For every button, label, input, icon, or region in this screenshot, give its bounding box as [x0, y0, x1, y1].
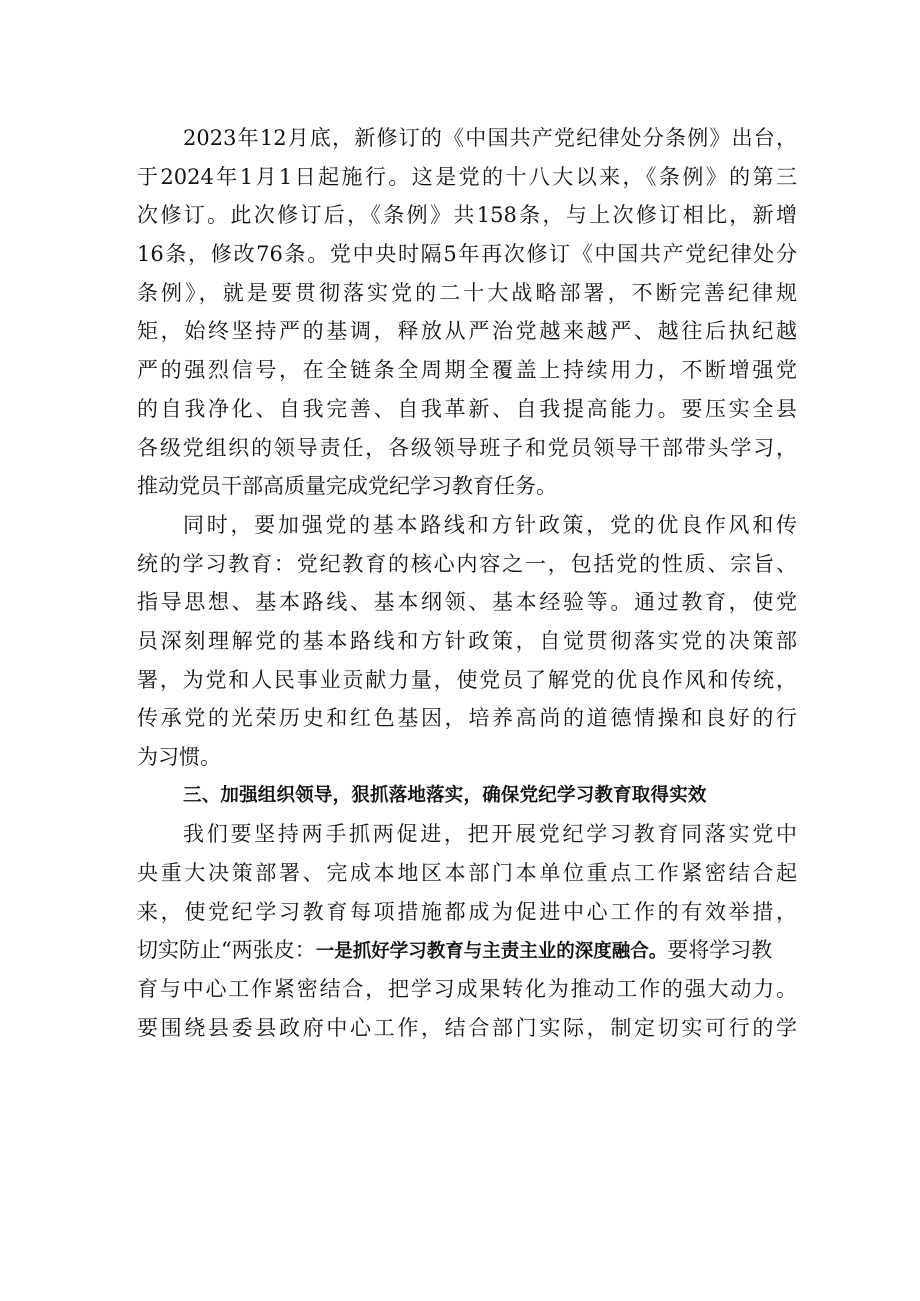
paragraph-3-line-4 — [137, 931, 797, 970]
paragraph-2-line-6: 传承党的光荣历史和红色基因，培养高尚的道德情操和良好的行 — [137, 706, 797, 731]
paragraph-1-line-2: 于2024年1月1日起施行。这是党的十八大以来，《条例》的第三 — [137, 164, 797, 189]
paragraph-2-line-3: 指导思想、基本路线、基本纲领、基本经验等。通过教育，使党 — [137, 590, 797, 615]
paragraph-3-line-4-normal: 切实防止“两张皮： — [137, 938, 316, 963]
paragraph-2-line-7: 为习惯。 — [137, 745, 221, 769]
paragraph-3-bold-phrase: 一是抓好学习教育与主责主业的深度融合。 — [315, 941, 668, 963]
paragraph-2-line-2: 统的学习教育：党纪教育的核心内容之一，包括党的性质、宗旨、 — [137, 551, 797, 576]
section-heading: 三、加强组织领导，狠抓落地落实，确保党纪学习教育取得实效 — [183, 784, 707, 806]
paragraph-2-line-4: 员深刻理解党的基本路线和方针政策，自觉贯彻落实党的决策部 — [137, 628, 797, 653]
paragraph-1-line-6: 矩，始终坚持严的基调，释放从严治党越来越严、越往后执纪越 — [137, 319, 797, 344]
paragraph-1-line-9: 各级党组织的领导责任，各级领导班子和党员领导干部带头学习， — [137, 435, 797, 460]
paragraph-1-line-5: 条例》，就是要贯彻落实党的二十大战略部署，不断完善纪律规 — [137, 280, 797, 305]
paragraph-3-line-3: 来，使党纪学习教育每项措施都成为促进中心工作的有效举措， — [137, 899, 797, 924]
paragraph-3-line-1: 我们要坚持两手抓两促进，把开展党纪学习教育同落实党中 — [183, 822, 797, 847]
paragraph-1-line-3: 次修订。此次修订后，《条例》共158条，与上次修订相比，新增 — [137, 203, 797, 228]
document-body — [137, 119, 797, 1048]
paragraph-2-line-1: 同时，要加强党的基本路线和方针政策，党的优良作风和传 — [183, 512, 797, 537]
paragraph-3-line-5: 育与中心工作紧密结合，把学习成果转化为推动工作的强大动力。 — [137, 977, 797, 1002]
paragraph-3-line-6: 要围绕县委县政府中心工作，结合部门实际，制定切实可行的学 — [137, 1015, 797, 1040]
paragraph-2-line-5: 署，为党和人民事业贡献力量，使党员了解党的优良作风和传统， — [137, 667, 797, 692]
paragraph-3-line-4-tail: 要将学习教 — [667, 938, 773, 963]
paragraph-1-line-10: 推动党员干部高质量完成党纪学习教育任务。 — [137, 474, 557, 499]
paragraph-1-line-4: 16条，修改76条。党中央时隔5年再次修订《中国共产党纪律处分 — [137, 242, 797, 267]
paragraph-3-line-2: 央重大决策部署、完成本地区本部门本单位重点工作紧密结合起 — [137, 861, 797, 886]
paragraph-1-line-7: 严的强烈信号，在全链条全周期全覆盖上持续用力，不断增强党 — [137, 358, 797, 383]
paragraph-1-line-8: 的自我净化、自我完善、自我革新、自我提高能力。要压实全县 — [137, 396, 797, 421]
paragraph-1-line-1: 2023年12月底，新修订的《中国共产党纪律处分条例》出台， — [183, 126, 797, 150]
